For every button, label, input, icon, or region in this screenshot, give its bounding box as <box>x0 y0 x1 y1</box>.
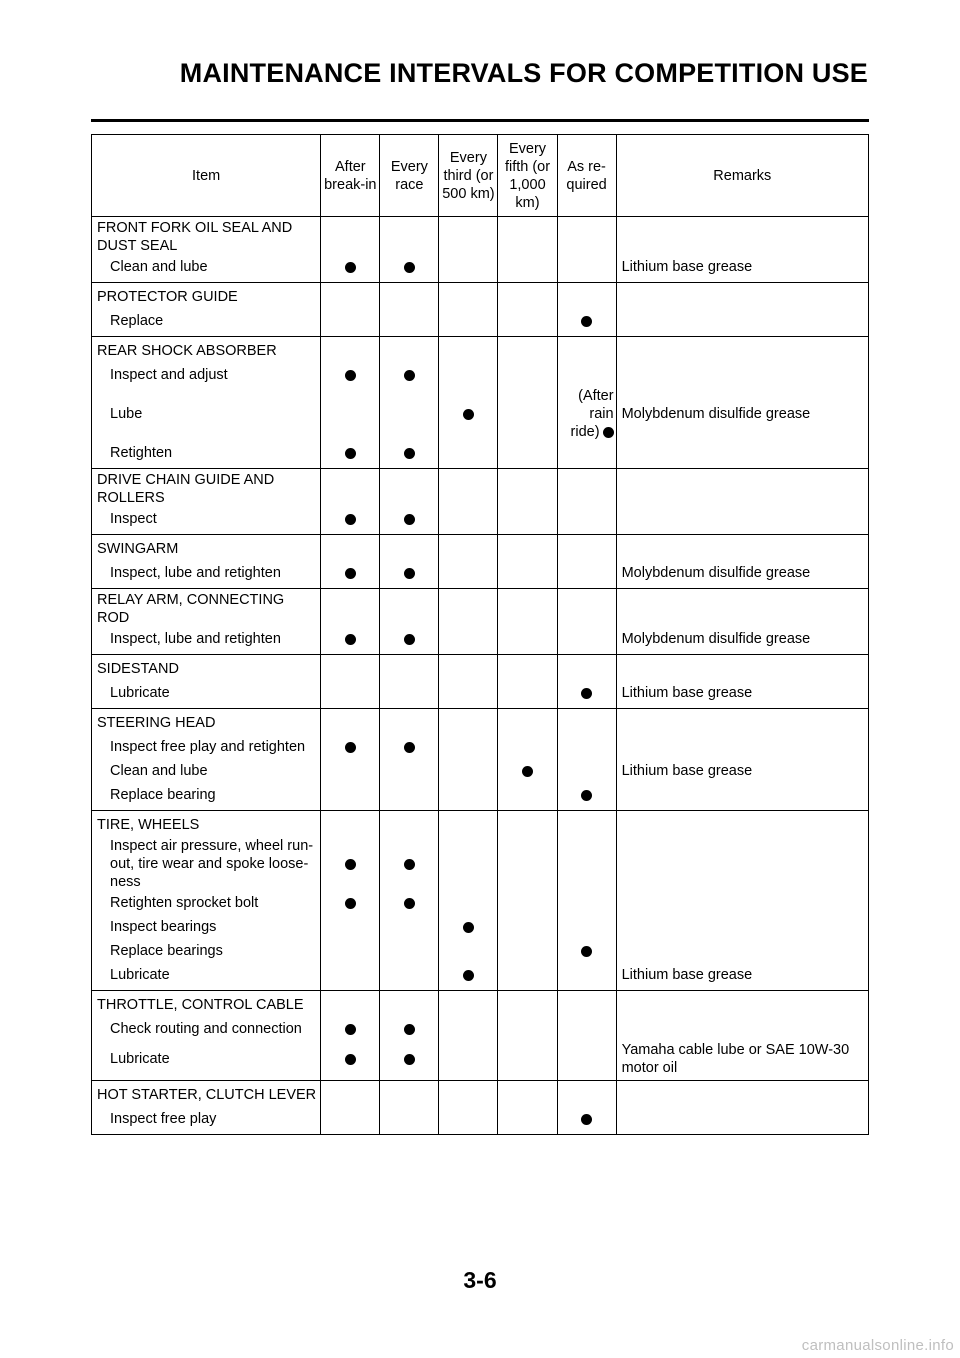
interval-mark-icon <box>581 316 592 327</box>
empty-cell <box>439 469 498 508</box>
interval-mark-icon <box>345 1024 356 1035</box>
group-header-row <box>92 283 869 310</box>
empty-cell <box>380 387 439 441</box>
empty-cell <box>439 709 498 736</box>
empty-cell <box>321 939 380 963</box>
interval-mark-cell <box>380 735 439 759</box>
empty-cell <box>498 441 557 469</box>
interval-mark-icon <box>345 514 356 525</box>
group-header-row <box>92 655 869 682</box>
empty-cell <box>439 735 498 759</box>
row-label: Inspect bearings <box>92 915 321 939</box>
empty-cell <box>439 1041 498 1081</box>
empty-cell <box>557 991 616 1018</box>
interval-mark-cell <box>321 1017 380 1041</box>
empty-cell <box>439 589 498 628</box>
empty-cell <box>498 783 557 811</box>
interval-mark-cell <box>498 759 557 783</box>
interval-mark-icon <box>404 898 415 909</box>
interval-mark-icon <box>463 970 474 981</box>
empty-cell <box>439 255 498 283</box>
empty-cell <box>498 507 557 535</box>
empty-cell <box>439 283 498 310</box>
interval-mark-icon <box>345 1054 356 1065</box>
table-row <box>92 627 869 655</box>
empty-cell <box>557 1041 616 1081</box>
empty-cell <box>380 939 439 963</box>
empty-cell <box>380 759 439 783</box>
row-label: Lubricate <box>92 1041 321 1081</box>
empty-cell <box>380 991 439 1018</box>
interval-mark-cell <box>321 1041 380 1081</box>
table-row <box>92 1041 869 1081</box>
column-header-item: Item <box>92 135 321 217</box>
empty-cell <box>498 217 557 256</box>
empty-cell <box>616 337 868 364</box>
column-header-every-race: Every race <box>380 135 439 217</box>
group-title: HOT STARTER, CLUTCH LEVER <box>92 1081 321 1108</box>
interval-mark-icon <box>345 448 356 459</box>
empty-cell <box>557 589 616 628</box>
row-remark <box>616 363 868 387</box>
row-remark: Lithium base grease <box>616 759 868 783</box>
empty-cell <box>616 1081 868 1108</box>
interval-note-text: (After rain ride) <box>570 388 614 440</box>
group-header-row <box>92 589 869 628</box>
row-remark <box>616 1107 868 1135</box>
table-row <box>92 255 869 283</box>
empty-cell <box>616 283 868 310</box>
empty-cell <box>557 337 616 364</box>
interval-mark-icon <box>404 448 415 459</box>
empty-cell <box>380 963 439 991</box>
empty-cell <box>557 915 616 939</box>
empty-cell <box>439 759 498 783</box>
empty-cell <box>439 217 498 256</box>
row-label: Lube <box>92 387 321 441</box>
table-row <box>92 915 869 939</box>
interval-mark-icon <box>345 634 356 645</box>
group-title: TIRE, WHEELS <box>92 811 321 838</box>
empty-cell <box>616 991 868 1018</box>
interval-mark-cell <box>380 561 439 589</box>
interval-mark-icon <box>345 568 356 579</box>
empty-cell <box>498 255 557 283</box>
row-label: Inspect free play <box>92 1107 321 1135</box>
empty-cell <box>321 217 380 256</box>
interval-mark-icon <box>404 568 415 579</box>
table-row <box>92 1107 869 1135</box>
empty-cell <box>616 469 868 508</box>
interval-mark-icon <box>404 1054 415 1065</box>
empty-cell <box>616 535 868 562</box>
empty-cell <box>321 915 380 939</box>
row-remark <box>616 783 868 811</box>
interval-mark-cell <box>321 561 380 589</box>
empty-cell <box>439 309 498 337</box>
empty-cell <box>498 963 557 991</box>
row-remark: Yamaha cable lube or SAE 10W-30 motor oil <box>616 1041 868 1081</box>
interval-mark-icon <box>345 742 356 753</box>
empty-cell <box>439 939 498 963</box>
empty-cell <box>439 1107 498 1135</box>
empty-cell <box>380 709 439 736</box>
interval-mark-cell <box>321 735 380 759</box>
empty-cell <box>498 837 557 891</box>
empty-cell <box>498 939 557 963</box>
table-row <box>92 363 869 387</box>
row-remark <box>616 837 868 891</box>
empty-cell <box>439 363 498 387</box>
group-header-row <box>92 1081 869 1108</box>
row-remark: Lithium base grease <box>616 681 868 709</box>
maintenance-interval-table <box>91 134 869 1135</box>
empty-cell <box>439 783 498 811</box>
interval-mark-cell <box>321 837 380 891</box>
row-remark: Lithium base grease <box>616 255 868 283</box>
empty-cell <box>380 783 439 811</box>
row-label: Replace bearings <box>92 939 321 963</box>
empty-cell <box>557 1017 616 1041</box>
table-body <box>92 217 869 1135</box>
empty-cell <box>498 991 557 1018</box>
empty-cell <box>498 709 557 736</box>
interval-mark-cell <box>380 363 439 387</box>
interval-note-cell <box>557 387 616 441</box>
interval-mark-cell <box>321 363 380 387</box>
empty-cell <box>557 709 616 736</box>
interval-mark-cell <box>439 963 498 991</box>
empty-cell <box>498 535 557 562</box>
empty-cell <box>498 387 557 441</box>
empty-cell <box>498 589 557 628</box>
interval-mark-cell <box>380 441 439 469</box>
interval-mark-icon <box>581 1114 592 1125</box>
table-row <box>92 837 869 891</box>
interval-mark-icon <box>404 634 415 645</box>
empty-cell <box>498 1041 557 1081</box>
empty-cell <box>380 217 439 256</box>
group-header-row <box>92 337 869 364</box>
group-title: RELAY ARM, CONNECTING ROD <box>92 589 321 628</box>
empty-cell <box>616 655 868 682</box>
empty-cell <box>498 735 557 759</box>
interval-mark-icon <box>345 370 356 381</box>
empty-cell <box>498 655 557 682</box>
column-header-remarks: Remarks <box>616 135 868 217</box>
empty-cell <box>557 811 616 838</box>
table-row <box>92 441 869 469</box>
empty-cell <box>321 589 380 628</box>
empty-cell <box>321 811 380 838</box>
empty-cell <box>498 469 557 508</box>
empty-cell <box>557 283 616 310</box>
row-remark <box>616 939 868 963</box>
empty-cell <box>380 589 439 628</box>
interval-mark-icon <box>345 859 356 870</box>
row-remark <box>616 507 868 535</box>
empty-cell <box>498 337 557 364</box>
empty-cell <box>439 535 498 562</box>
interval-mark-cell <box>557 1107 616 1135</box>
group-title: DRIVE CHAIN GUIDE AND ROLLERS <box>92 469 321 508</box>
empty-cell <box>321 1107 380 1135</box>
table-row <box>92 891 869 915</box>
row-label: Inspect, lube and retighten <box>92 561 321 589</box>
interval-mark-cell <box>557 783 616 811</box>
empty-cell <box>557 627 616 655</box>
interval-mark-icon <box>404 742 415 753</box>
empty-cell <box>321 469 380 508</box>
empty-cell <box>380 915 439 939</box>
interval-mark-icon <box>404 859 415 870</box>
row-label: Inspect free play and retighten <box>92 735 321 759</box>
empty-cell <box>557 735 616 759</box>
empty-cell <box>321 1081 380 1108</box>
table-row <box>92 759 869 783</box>
interval-mark-cell <box>380 627 439 655</box>
empty-cell <box>321 963 380 991</box>
interval-mark-icon <box>463 922 474 933</box>
empty-cell <box>439 441 498 469</box>
interval-mark-cell <box>321 891 380 915</box>
interval-mark-cell <box>380 1017 439 1041</box>
interval-mark-cell <box>321 627 380 655</box>
interval-mark-cell <box>380 837 439 891</box>
column-header-after-break-in: After break-in <box>321 135 380 217</box>
row-label: Lubricate <box>92 963 321 991</box>
row-label: Inspect, lube and retighten <box>92 627 321 655</box>
empty-cell <box>439 507 498 535</box>
empty-cell <box>616 589 868 628</box>
empty-cell <box>557 535 616 562</box>
empty-cell <box>439 811 498 838</box>
row-label: Replace bearing <box>92 783 321 811</box>
row-remark: Molybdenum disulfide grease <box>616 627 868 655</box>
group-title: FRONT FORK OIL SEAL AND DUST SEAL <box>92 217 321 256</box>
interval-mark-cell <box>557 939 616 963</box>
table-row <box>92 507 869 535</box>
empty-cell <box>439 991 498 1018</box>
empty-cell <box>557 1081 616 1108</box>
row-label: Inspect <box>92 507 321 535</box>
empty-cell <box>557 441 616 469</box>
empty-cell <box>557 507 616 535</box>
empty-cell <box>321 783 380 811</box>
row-label: Check routing and connection <box>92 1017 321 1041</box>
empty-cell <box>439 561 498 589</box>
table-row <box>92 681 869 709</box>
empty-cell <box>321 991 380 1018</box>
empty-cell <box>380 1107 439 1135</box>
empty-cell <box>380 655 439 682</box>
empty-cell <box>380 811 439 838</box>
empty-cell <box>616 811 868 838</box>
row-label: Replace <box>92 309 321 337</box>
interval-mark-cell <box>380 255 439 283</box>
interval-mark-cell <box>439 387 498 441</box>
empty-cell <box>380 469 439 508</box>
interval-mark-icon <box>404 1024 415 1035</box>
empty-cell <box>321 535 380 562</box>
page-title: MAINTENANCE INTERVALS FOR COMPETITION USE <box>179 58 868 88</box>
row-label: Clean and lube <box>92 759 321 783</box>
empty-cell <box>498 561 557 589</box>
title-rule <box>91 119 869 122</box>
empty-cell <box>380 337 439 364</box>
empty-cell <box>321 387 380 441</box>
empty-cell <box>380 283 439 310</box>
empty-cell <box>321 655 380 682</box>
table-row <box>92 783 869 811</box>
empty-cell <box>557 963 616 991</box>
empty-cell <box>557 363 616 387</box>
row-remark: Molybdenum disulfide grease <box>616 387 868 441</box>
empty-cell <box>498 891 557 915</box>
empty-cell <box>439 681 498 709</box>
group-title: THROTTLE, CONTROL CABLE <box>92 991 321 1018</box>
interval-mark-icon <box>581 946 592 957</box>
empty-cell <box>557 837 616 891</box>
empty-cell <box>557 759 616 783</box>
row-remark: Molybdenum disulfide grease <box>616 561 868 589</box>
empty-cell <box>439 1081 498 1108</box>
empty-cell <box>439 837 498 891</box>
empty-cell <box>439 891 498 915</box>
row-remark <box>616 1017 868 1041</box>
interval-mark-cell <box>321 441 380 469</box>
empty-cell <box>498 811 557 838</box>
interval-mark-cell <box>557 309 616 337</box>
group-title: REAR SHOCK ABSORBER <box>92 337 321 364</box>
row-label: Inspect air pressure, wheel run-out, tire wear and spoke loose-ness <box>92 837 321 891</box>
interval-mark-cell <box>380 891 439 915</box>
interval-note <box>560 387 614 441</box>
table-row <box>92 963 869 991</box>
group-header-row <box>92 709 869 736</box>
row-remark <box>616 309 868 337</box>
interval-mark-icon <box>581 688 592 699</box>
empty-cell <box>380 535 439 562</box>
empty-cell <box>557 561 616 589</box>
group-title: PROTECTOR GUIDE <box>92 283 321 310</box>
empty-cell <box>557 469 616 508</box>
group-title: SWINGARM <box>92 535 321 562</box>
empty-cell <box>439 627 498 655</box>
empty-cell <box>498 915 557 939</box>
group-header-row <box>92 811 869 838</box>
empty-cell <box>616 709 868 736</box>
table-row <box>92 735 869 759</box>
interval-mark-icon <box>581 790 592 801</box>
empty-cell <box>380 681 439 709</box>
row-remark <box>616 915 868 939</box>
empty-cell <box>498 363 557 387</box>
interval-mark-icon <box>603 427 614 438</box>
empty-cell <box>439 337 498 364</box>
row-remark <box>616 891 868 915</box>
empty-cell <box>321 709 380 736</box>
empty-cell <box>498 309 557 337</box>
interval-mark-icon <box>522 766 533 777</box>
empty-cell <box>380 309 439 337</box>
table-row <box>92 309 869 337</box>
interval-mark-cell <box>439 915 498 939</box>
page-number: 3-6 <box>463 1267 497 1293</box>
column-header-every-third: Every third (or 500 km) <box>439 135 498 217</box>
column-header-every-fifth: Every fifth (or 1,000 km) <box>498 135 557 217</box>
group-header-row <box>92 535 869 562</box>
empty-cell <box>321 681 380 709</box>
group-title: SIDESTAND <box>92 655 321 682</box>
interval-mark-cell <box>380 507 439 535</box>
empty-cell <box>557 655 616 682</box>
empty-cell <box>557 217 616 256</box>
interval-mark-cell <box>321 255 380 283</box>
empty-cell <box>557 255 616 283</box>
empty-cell <box>439 1017 498 1041</box>
row-label: Lubricate <box>92 681 321 709</box>
interval-mark-icon <box>404 370 415 381</box>
interval-mark-icon <box>404 514 415 525</box>
empty-cell <box>498 681 557 709</box>
interval-mark-icon <box>345 262 356 273</box>
interval-mark-cell <box>380 1041 439 1081</box>
row-label: Clean and lube <box>92 255 321 283</box>
group-header-row <box>92 991 869 1018</box>
empty-cell <box>321 283 380 310</box>
empty-cell <box>498 1107 557 1135</box>
interval-mark-cell <box>557 681 616 709</box>
table-row <box>92 1017 869 1041</box>
empty-cell <box>321 759 380 783</box>
group-header-row <box>92 217 869 256</box>
row-remark: Lithium base grease <box>616 963 868 991</box>
table-row <box>92 561 869 589</box>
row-remark <box>616 441 868 469</box>
empty-cell <box>616 217 868 256</box>
interval-mark-icon <box>404 262 415 273</box>
empty-cell <box>557 891 616 915</box>
interval-mark-icon <box>463 409 474 420</box>
row-remark <box>616 735 868 759</box>
column-header-as-required: As re-quired <box>557 135 616 217</box>
watermark: carmanualsonline.info <box>801 1337 954 1354</box>
interval-mark-icon <box>345 898 356 909</box>
empty-cell <box>498 1017 557 1041</box>
row-label: Retighten sprocket bolt <box>92 891 321 915</box>
empty-cell <box>321 337 380 364</box>
empty-cell <box>498 1081 557 1108</box>
table-row <box>92 939 869 963</box>
table-header-row <box>92 135 869 217</box>
group-title: STEERING HEAD <box>92 709 321 736</box>
group-header-row <box>92 469 869 508</box>
row-label: Retighten <box>92 441 321 469</box>
empty-cell <box>498 283 557 310</box>
interval-mark-cell <box>321 507 380 535</box>
row-label: Inspect and adjust <box>92 363 321 387</box>
empty-cell <box>498 627 557 655</box>
table-row <box>92 387 869 441</box>
empty-cell <box>439 655 498 682</box>
empty-cell <box>380 1081 439 1108</box>
empty-cell <box>321 309 380 337</box>
